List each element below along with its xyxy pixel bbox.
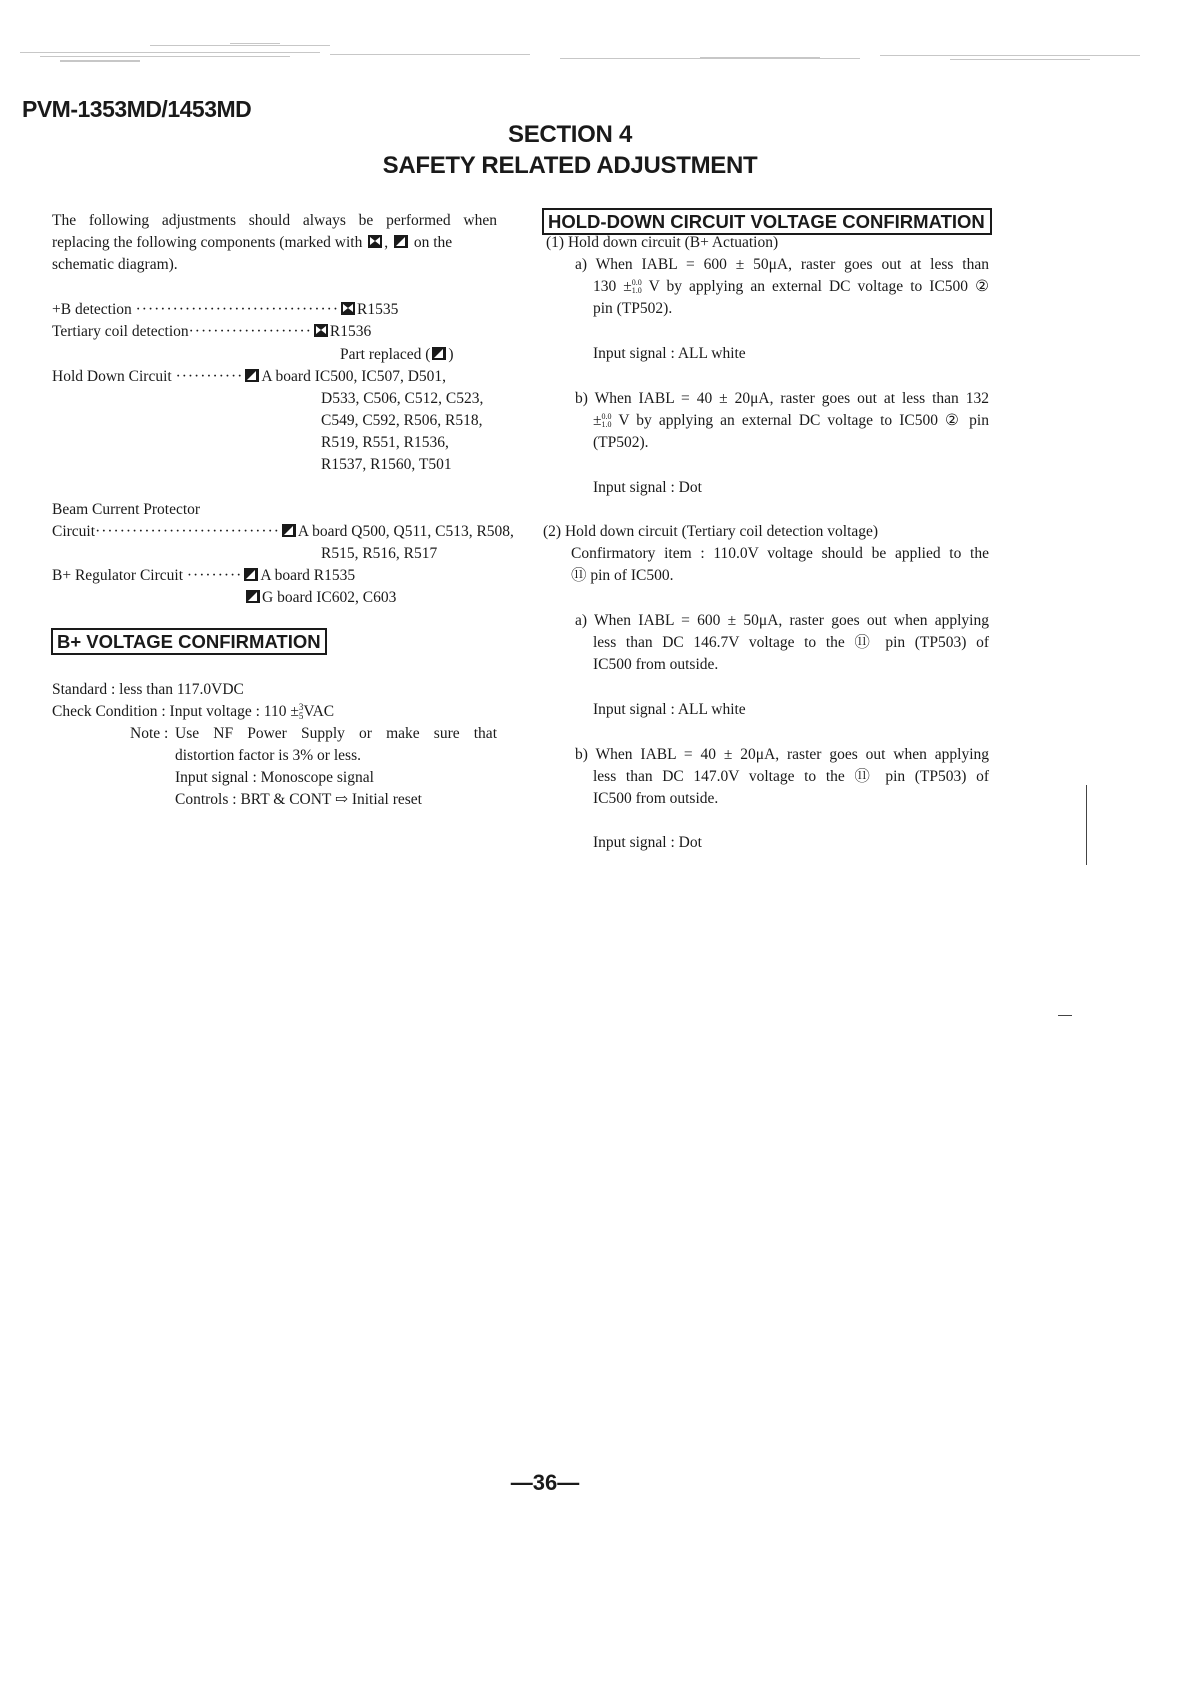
hold-down-row: Hold Down Circuit ··········· A board IC500, IC507, D501,: [52, 368, 447, 385]
item2-confirm-line: Confirmatory item : 110.0V voltage should be applied to the: [571, 545, 989, 562]
hold-down-parts: R1537, R1560, T501: [321, 456, 452, 473]
bplus-voltage-heading: B+ VOLTAGE CONFIRMATION: [51, 628, 327, 655]
warning-mark-icon: [244, 568, 258, 581]
scan-edge-mark: [1086, 785, 1087, 865]
warning-mark-icon: [282, 524, 296, 537]
beam-parts: R515, R516, R517: [321, 545, 438, 562]
tie-mark-icon: [314, 324, 328, 337]
warning-mark-icon: [394, 235, 408, 248]
item2-a-line: a) When IABL = 600 ± 50μA, raster goes out when applying: [575, 612, 989, 629]
hold-down-voltage-heading: HOLD-DOWN CIRCUIT VOLTAGE CONFIRMATION: [542, 208, 992, 235]
item2-b-line: less than DC 147.0V voltage to the ⑪ pin (TP503) of: [593, 768, 989, 785]
item1-title: (1) Hold down circuit (B+ Actuation): [546, 234, 779, 251]
item2-a-line: less than DC 146.7V voltage to the ⑪ pin (TP503) of: [593, 634, 989, 651]
hold-down-parts: D533, C506, C512, C523,: [321, 390, 484, 407]
regulator-row: B+ Regulator Circuit ········· A board R1535: [52, 567, 356, 584]
section-title: SAFETY RELATED ADJUSTMENT: [382, 152, 758, 179]
item2-b-line: IC500 from outside.: [593, 790, 719, 807]
warning-mark-icon: [245, 369, 259, 382]
tie-mark-icon: [341, 302, 355, 315]
intro-line-1: The following adjustments should always be performed when: [52, 212, 497, 229]
regulator-parts: G board IC602, C603: [244, 588, 396, 608]
bplus-note-line: Controls : BRT & CONT ⇨ Initial reset: [175, 791, 422, 808]
beam-row: Circuit······························ A board Q500, Q511, C513, R508,: [52, 523, 514, 540]
item2-confirm-line: ⑪ pin of IC500.: [571, 567, 674, 584]
item1-a-line: a) When IABL = 600 ± 50μA, raster goes out at less than: [575, 256, 989, 273]
item1-b-line: b) When IABL = 40 ± 20μA, raster goes out at less than 132: [575, 390, 989, 407]
bplus-standard: Standard : less than 117.0VDC: [52, 681, 244, 698]
intro-line-3: schematic diagram).: [52, 256, 178, 273]
warning-mark-icon: [246, 590, 260, 603]
part-replaced-label: Part replaced ( ): [340, 346, 454, 363]
page-number: —36—: [510, 1470, 580, 1495]
tie-mark-icon: [368, 235, 382, 248]
scan-noise-band: [0, 40, 1190, 80]
bplus-note-line: Input signal : Monoscope signal: [175, 769, 374, 786]
item2-title: (2) Hold down circuit (Tertiary coil detection voltage): [543, 523, 879, 540]
bplus-check-condition: Check Condition : Input voltage : 110 ±3 5VAC: [52, 702, 335, 722]
detection-row: Tertiary coil detection···················· R1536: [52, 323, 372, 340]
beam-title: Beam Current Protector: [52, 501, 201, 518]
bplus-note-label: Note :: [130, 725, 169, 742]
item1-a-line: 130 ±0.0 1.0 V by applying an external DC voltage to IC500 ②: [593, 278, 989, 296]
detection-row: +B detection ································· R1535: [52, 301, 399, 318]
scan-edge-mark: [1058, 1015, 1072, 1016]
item2-b-signal: Input signal : Dot: [593, 834, 702, 851]
intro-line-2: replacing the following components (marked with , on the: [52, 234, 453, 251]
bplus-note-line: Use NF Power Supply or make sure that: [175, 725, 497, 742]
item1-b-line: ±0.0 1.0 V by applying an external DC voltage to IC500 ② pin: [593, 412, 989, 430]
item2-a-line: IC500 from outside.: [593, 656, 719, 673]
bplus-note-line: distortion factor is 3% or less.: [175, 747, 361, 764]
item1-b-line: (TP502).: [593, 434, 649, 451]
model-number: PVM-1353MD/1453MD: [22, 96, 252, 122]
item1-b-signal: Input signal : Dot: [593, 479, 702, 496]
section-number: SECTION 4: [508, 121, 632, 148]
hold-down-parts: C549, C592, R506, R518,: [321, 412, 483, 429]
warning-mark-icon: [432, 347, 446, 360]
item2-b-line: b) When IABL = 40 ± 20μA, raster goes out when applying: [575, 746, 989, 763]
hold-down-parts: R519, R551, R1536,: [321, 434, 449, 451]
item1-a-signal: Input signal : ALL white: [593, 345, 746, 362]
item1-a-line: pin (TP502).: [593, 300, 673, 317]
item2-a-signal: Input signal : ALL white: [593, 701, 746, 718]
